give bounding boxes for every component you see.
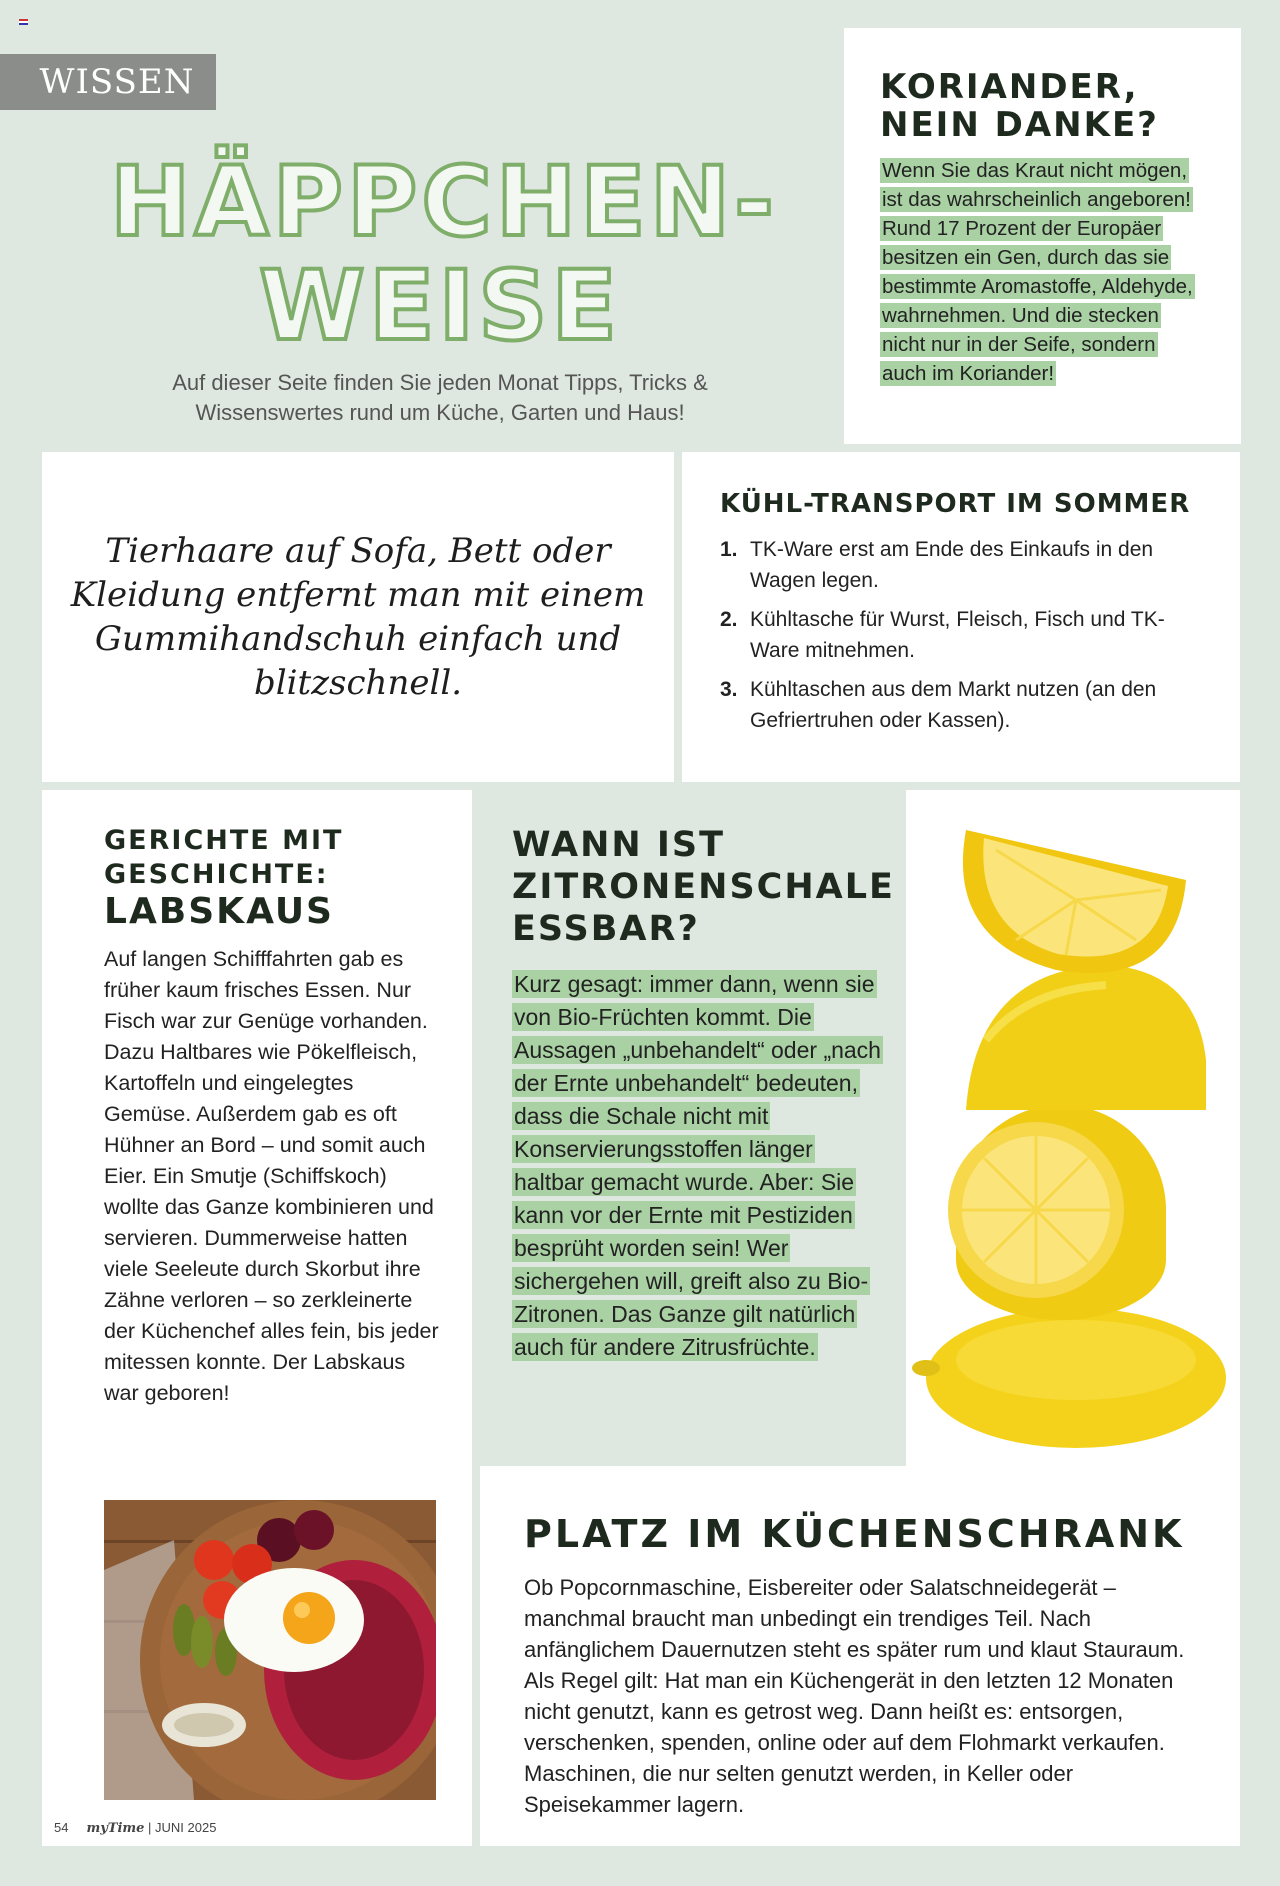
lemon-photo xyxy=(906,790,1240,1466)
page-number: 54 xyxy=(54,1820,69,1835)
intro-text: Auf dieser Seite finden Sie jeden Monat Tipps, Tricks & Wissenswertes rund um Küche, Garten und Haus! xyxy=(172,370,708,425)
koriander-title xyxy=(880,68,1205,144)
list-item-number: 1. xyxy=(720,538,738,561)
list-item-number: 2. xyxy=(720,608,738,631)
list-item-text: TK-Ware erst am Ende des Einkaufs in den Wagen legen. xyxy=(750,538,1154,592)
zitronenschale-title-line-1: WANN IST xyxy=(512,825,725,865)
section-tag: WISSEN xyxy=(0,54,216,110)
flag-icon xyxy=(19,19,28,26)
labskaus-kicker-line-2: GESCHICHTE: xyxy=(104,859,329,890)
list-item-number: 3. xyxy=(720,678,738,701)
page-headline xyxy=(110,146,778,362)
zitronenschale-box xyxy=(480,790,898,1466)
labskaus-kicker-line-1: GERICHTE MIT xyxy=(104,825,344,856)
magazine-logo xyxy=(86,1820,216,1836)
kuechenschrank-title: PLATZ IM KÜCHENSCHRANK xyxy=(524,1512,1185,1556)
labskaus-kicker xyxy=(104,824,440,892)
zitronenschale-title-line-2: ZITRONENSCHALE xyxy=(512,867,895,907)
koriander-body-text: Wenn Sie das Kraut nicht mögen, ist das wahrscheinlich angeboren! Rund 17 Prozent der Europäer besitzen ein Gen, durch das sie bestimmte Aromastoffe, Aldehyde, wahrnehmen. Und die stecken nicht nur in der Seife, sondern auch im Koriander! xyxy=(882,159,1193,385)
stacked-lemons-illustration xyxy=(906,790,1240,1466)
zitronenschale-body-text: Kurz gesagt: immer dann, wenn sie von Bio-Früchten kommt. Die Aussagen „unbehandelt“ oder „nach der Ernte unbehandelt“ bedeuten, dass die Schale nicht mit Konservierungsstoffen länger haltbar gemacht wurde. Aber: Sie kann vor der Ernte mit Pestiziden besprüht worden sein! Wer sichergehen will, greift also zu Bio-Zitronen. Das Ganze gilt natürlich auch für andere Zitrusfrüchte. xyxy=(514,971,881,1360)
magazine-brand: myTime xyxy=(86,1821,145,1836)
page-footer xyxy=(54,1820,216,1836)
koriander-box xyxy=(844,28,1241,444)
kuehl-transport-box xyxy=(682,452,1240,782)
labskaus-title: LABSKAUS xyxy=(104,891,334,932)
koriander-title-line-2: NEIN DANKE? xyxy=(880,105,1159,145)
zitronenschale-title xyxy=(512,824,895,950)
issue-date: | JUNI 2025 xyxy=(148,1820,217,1835)
zitronenschale-title-line-3: ESSBAR? xyxy=(512,909,700,949)
list-item xyxy=(720,604,1204,666)
kuehl-transport-list xyxy=(720,534,1204,736)
kuehl-transport-title: KÜHL-TRANSPORT IM SOMMER xyxy=(720,489,1191,519)
zitronenschale-body xyxy=(512,968,882,1364)
list-item-text: Kühltaschen aus dem Markt nutzen (an den Gefriertruhen oder Kassen). xyxy=(750,678,1157,732)
kuechenschrank-box xyxy=(480,1466,1240,1846)
list-item xyxy=(720,534,1204,596)
koriander-body xyxy=(880,156,1205,388)
headline-line-2: WEISE xyxy=(259,250,621,362)
labskaus-box xyxy=(42,790,472,1846)
labskaus-photo xyxy=(104,1500,436,1800)
labskaus-illustration xyxy=(104,1500,436,1800)
list-item-text: Kühltasche für Wurst, Fleisch, Fisch und TK-Ware mitnehmen. xyxy=(750,608,1165,662)
headline-line-1: HÄPPCHEN- xyxy=(110,146,778,258)
kuechenschrank-body: Ob Popcornmaschine, Eisbereiter oder Salatschneidegerät – manchmal braucht man unbedingt ein trendiges Teil. Nach anfänglichem Dauernutzen steht es später rum und klaut Stauraum. Als Regel gilt: Hat man ein Küchengerät in den letzten 12 Monaten nicht genutzt, kann es getrost weg. Dann heißt es: entsorgen, verschenken, spenden, online oder auf dem Flohmarkt verkaufen. Maschinen, die nur selten genutzt werden, in Keller oder Speisekammer lagern. xyxy=(524,1575,1185,1817)
labskaus-body: Auf langen Schifffahrten gab es früher kaum frisches Essen. Nur Fisch war zur Genüge vorhanden. Dazu Haltbares wie Pökelfleisch, Kartoffeln und eingelegtes Gemüse. Außerdem gab es oft Hühner an Bord – und somit auch Eier. Ein Smutje (Schiffskoch) wollte das Ganze kombinieren und servieren. Dummerweise hatten viele Seeleute durch Skorbut ihre Zähne verloren – so zerkleinerte der Küchenchef alles fein, bis jeder mitessen konnte. Der Labskaus war geboren! xyxy=(104,947,439,1405)
tierhaare-quote: Tierhaare auf Sofa, Bett oder Kleidung entfernt man mit einem Gummihandschuh einfach und blitzschnell. xyxy=(70,531,646,703)
koriander-title-line-1: KORIANDER, xyxy=(880,67,1139,107)
list-item xyxy=(720,674,1204,736)
tierhaare-tip-box xyxy=(42,452,674,782)
